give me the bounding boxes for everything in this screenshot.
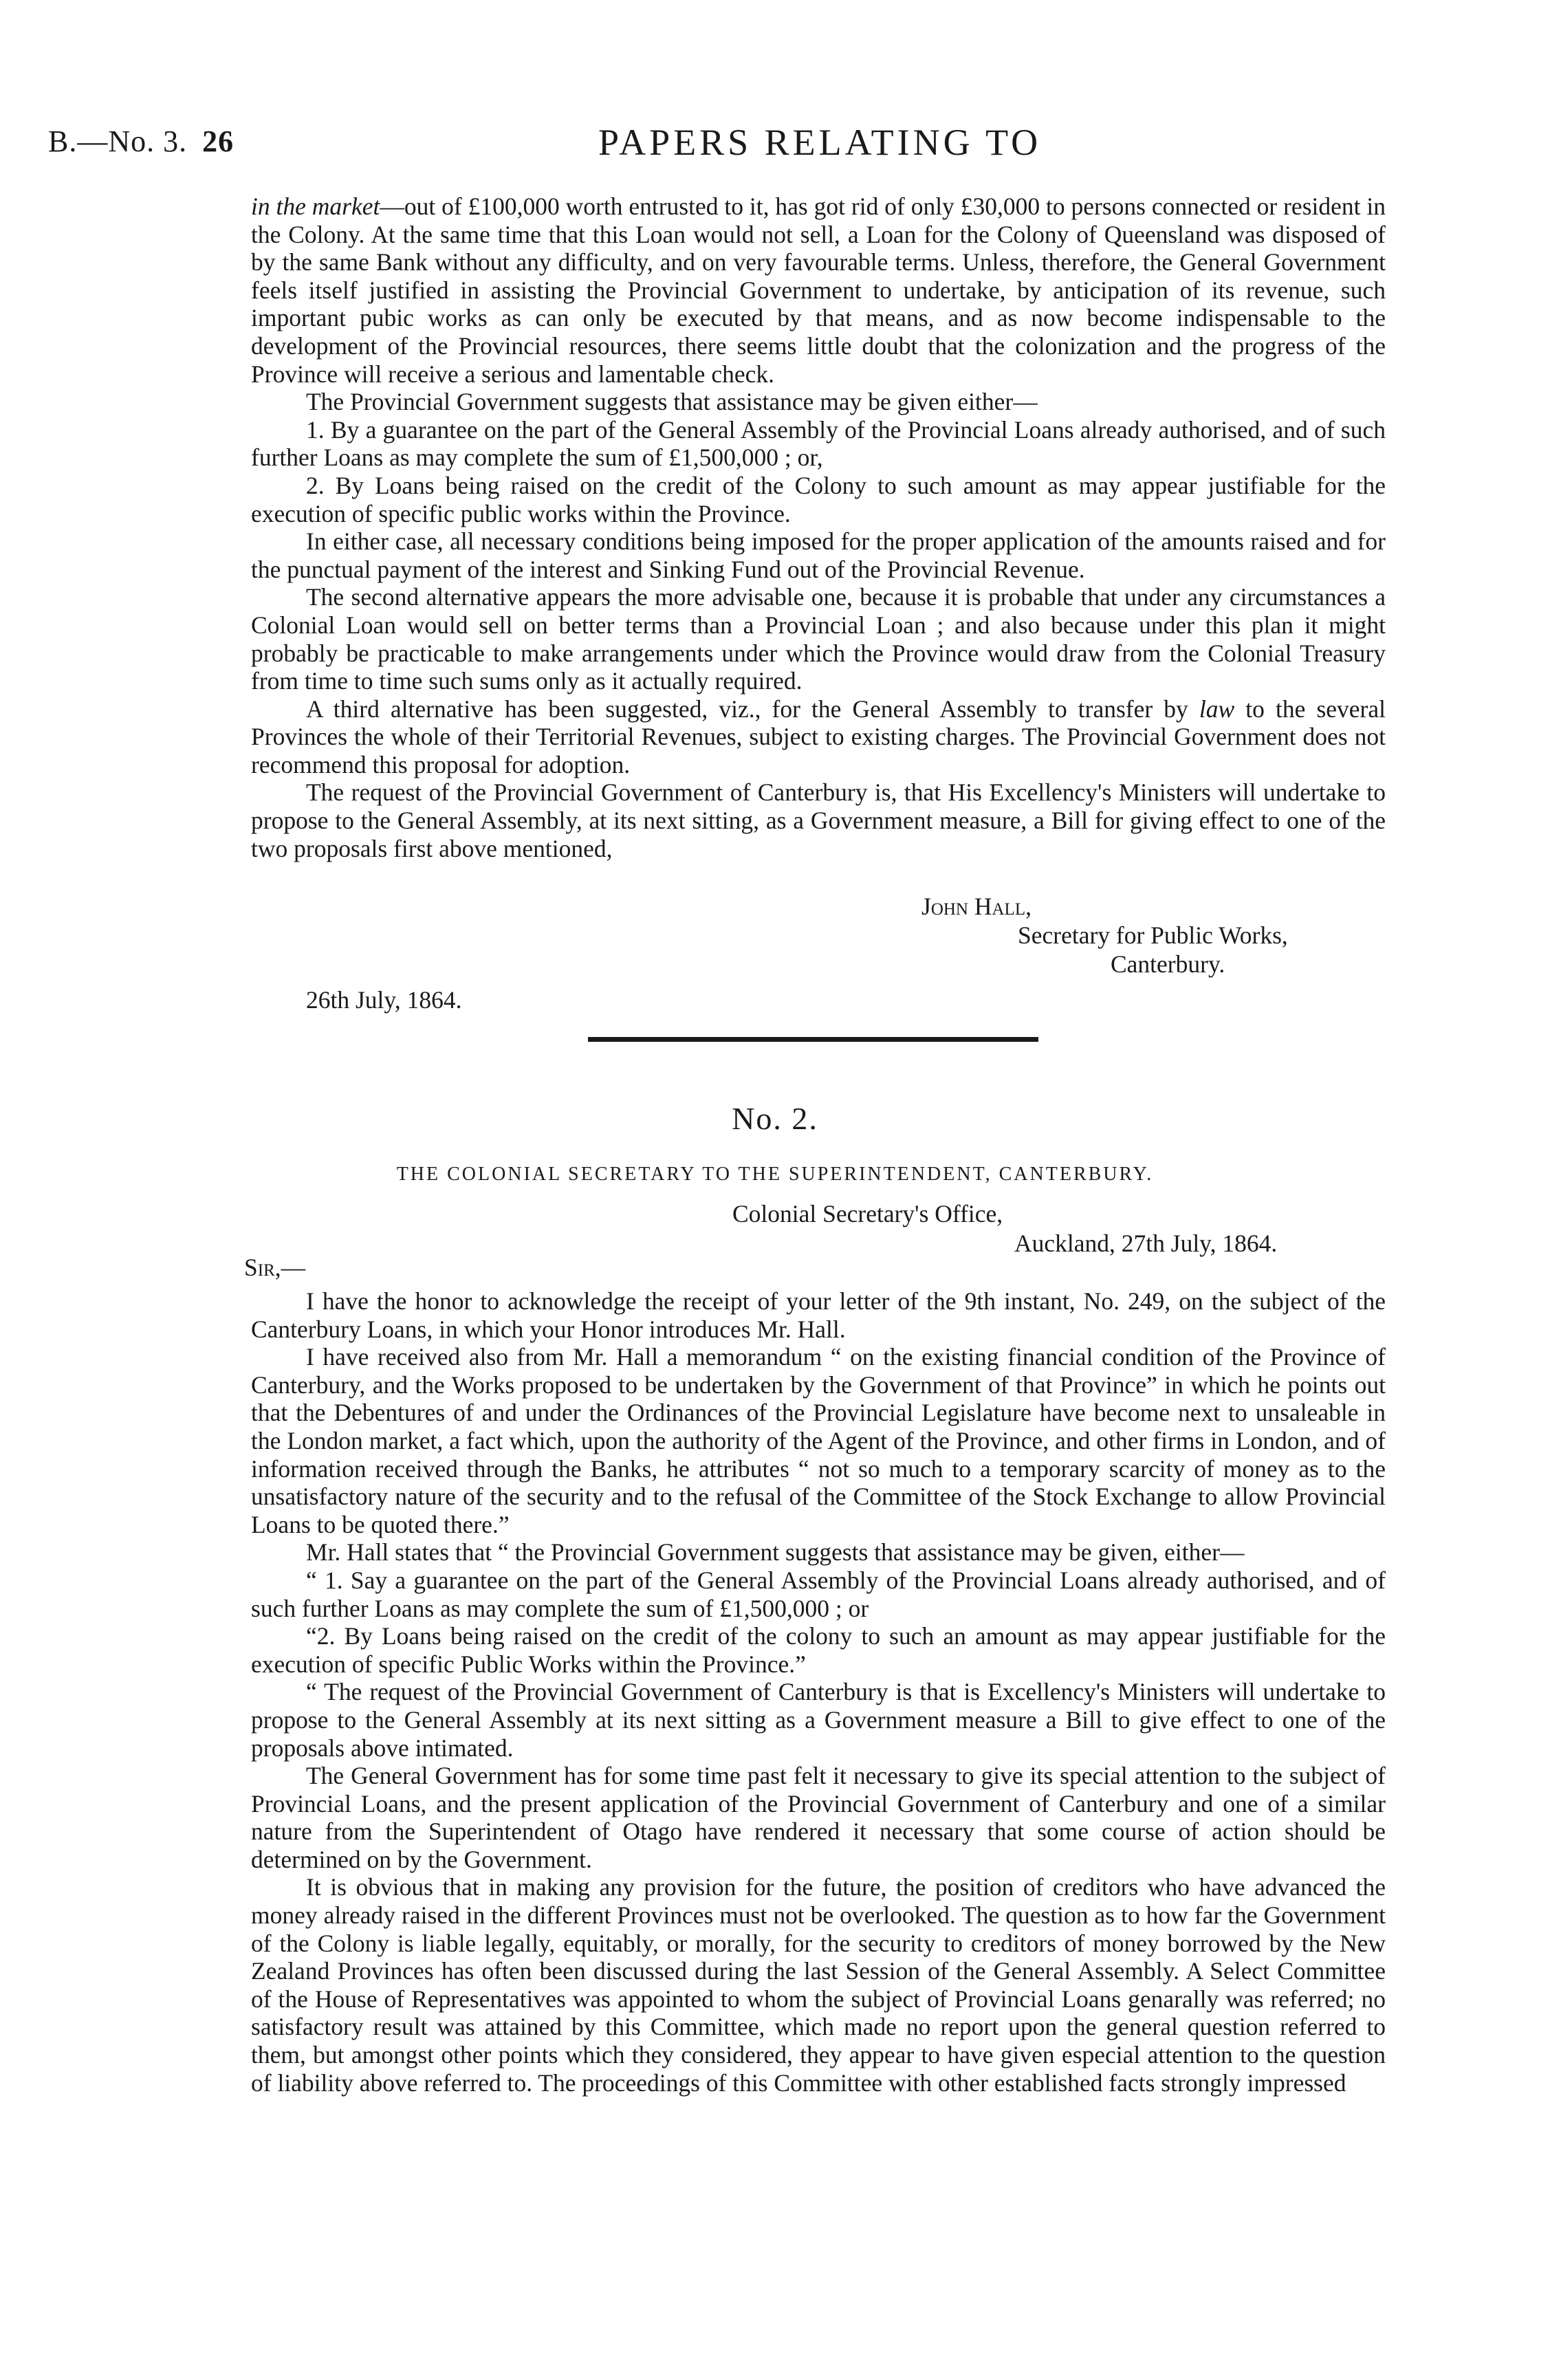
- page-number: 26: [202, 124, 234, 158]
- letter-paragraph: “ The request of the Provincial Government of Canterbury is that is Excellency's Ministers will undertake to propose to the General Assembly at its next sitting as a Government measure a Bill to give effect to one of the proposals above intimated.: [251, 1678, 1386, 1762]
- series-and-page: [48, 124, 234, 159]
- letter-body: [251, 1287, 1386, 2097]
- document-number: No. 2.: [732, 1101, 818, 1136]
- letter-paragraph: “ 1. Say a guarantee on the part of the General Assembly of the Provincial Loans already authorised, and of such further Loans as may complete the sum of £1,500,000 ; or: [251, 1566, 1386, 1622]
- letter-place-date: Auckland, 27th July, 1864.: [1014, 1230, 1278, 1257]
- letter-paragraph: I have the honor to acknowledge the receipt of your letter of the 9th instant, No. 249, on the subject of the Canterbury Loans, in which your Honor introduces Mr. Hall.: [251, 1287, 1386, 1343]
- letter-paragraph: “2. By Loans being raised on the credit of the colony to such an amount as may appear justifiable for the execution of specific Public Works within the Province.”: [251, 1622, 1386, 1678]
- letter-paragraph: Mr. Hall states that “ the Provincial Government suggests that assistance may be given, either—: [306, 1538, 1245, 1566]
- memo-date: 26th July, 1864.: [306, 986, 462, 1014]
- memo-paragraph: A third alternative has been suggested, viz., for the General Assembly to transfer by law to the several Provinces the whole of their Territorial Revenues, subject to existing charges. The Provincial Government does not recommend this proposal for adoption.: [251, 695, 1386, 778]
- memorandum-body: [251, 193, 1386, 862]
- memo-paragraph: 2. By Loans being raised on the credit of the Colony to such amount as may appear justifiable for the execution of specific public works within the Province.: [251, 471, 1386, 527]
- memo-opening-italic: in the market: [251, 193, 380, 220]
- signature-title: Secretary for Public Works,: [1018, 921, 1288, 949]
- running-title: PAPERS RELATING TO: [598, 122, 1042, 163]
- memo-paragraph: In either case, all necessary conditions being imposed for the proper application of the amounts raised and for the punctual payment of the interest and Sinking Fund out of the Provincial Revenue.: [251, 527, 1386, 583]
- letter-paragraph: I have received also from Mr. Hall a memorandum “ on the existing financial condition of the Province of Canterbury, and the Works proposed to be undertaken by the Government of that Province” in which he points out that the Debentures of and under the Ordinances of the Provincial Legislature have become next to unsaleable in the London market, a fact which, upon the authority of the Agent of the Province, and other firms in London, and of information received through the Banks, he attributes “ not so much to a temporary scarcity of money as to the unsatisfactory nature of the security and to the refusal of the Committee of the Stock Exchange to allow Provincial Loans to be quoted there.”: [251, 1343, 1386, 1538]
- memo-paragraph: in the market—out of £100,000 worth entrusted to it, has got rid of only £30,000 to persons connected or resident in the Colony. At the same time that this Loan would not sell, a Loan for the Colony of Queensland was disposed of by the same Bank without any difficulty, and on very favourable terms. Unless, therefore, the General Government feels itself justified in assisting the Provincial Government to undertake, by anticipation of its revenue, such important pubic works as can only be executed by that means, and as now become indispensable to the development of the Provincial resources, there seems little doubt that the colonization and the progress of the Province will receive a serious and lamentable check.: [251, 193, 1386, 388]
- series-label: B.—No. 3.: [48, 124, 188, 158]
- letter-heading: THE COLONIAL SECRETARY TO THE SUPERINTENDENT, CANTERBURY.: [396, 1164, 1154, 1185]
- memo-request: The request of the Provincial Government of Canterbury is, that His Excellency's Ministers will undertake to propose to the General Assembly, at its next sitting, as a Government measure, a Bill for giving effect to one of the two proposals first above mentioned,: [251, 778, 1386, 862]
- signature-name: John Hall,: [921, 893, 1031, 920]
- letter-paragraph: The General Government has for some time past felt it necessary to give its special attention to the subject of Provincial Loans, and the present application of the Provincial Government of Canterbury and one of a similar nature from the Superintendent of Otago have rendered it necessary that some course of action should be determined on by the Government.: [251, 1762, 1386, 1873]
- memo-paragraph: The second alternative appears the more advisable one, because it is probable that under any circumstances a Colonial Loan would sell on better terms than a Provincial Loan ; and also because under this plan it might probably be practicable to make arrangements under which the Province would draw from the Colonial Treasury from time to time such sums only as it actually required.: [251, 583, 1386, 695]
- memo-paragraph: 1. By a guarantee on the part of the General Assembly of the Provincial Loans already authorised, and of such further Loans as may complete the sum of £1,500,000 ; or,: [251, 415, 1386, 472]
- section-divider: [588, 1037, 1038, 1042]
- letter-office: Colonial Secretary's Office,: [732, 1200, 1003, 1227]
- salutation: Sir,—: [244, 1254, 306, 1281]
- letter-paragraph: It is obvious that in making any provision for the future, the position of creditors who have advanced the money already raised in the different Provinces must not be overlooked. The question as to how far the Government of the Colony is liable legally, equitably, or morally, for the security to creditors of money borrowed by the New Zealand Provinces has often been discussed during the last Session of the General Assembly. A Select Committee of the House of Representatives was appointed to whom the subject of Provincial Loans genarally was referred; no satisfactory result was attained by this Committee, which made no report upon the general question referred to them, but amongst other points which they considered, they appear to have given especial attention to the question of liability above referred to. The proceedings of this Committee with other established facts strongly impressed: [251, 1873, 1386, 2097]
- page-header: [48, 124, 1499, 172]
- memo-paragraph: The Provincial Government suggests that assistance may be given either—: [306, 388, 1038, 416]
- signature-place: Canterbury.: [1111, 950, 1225, 978]
